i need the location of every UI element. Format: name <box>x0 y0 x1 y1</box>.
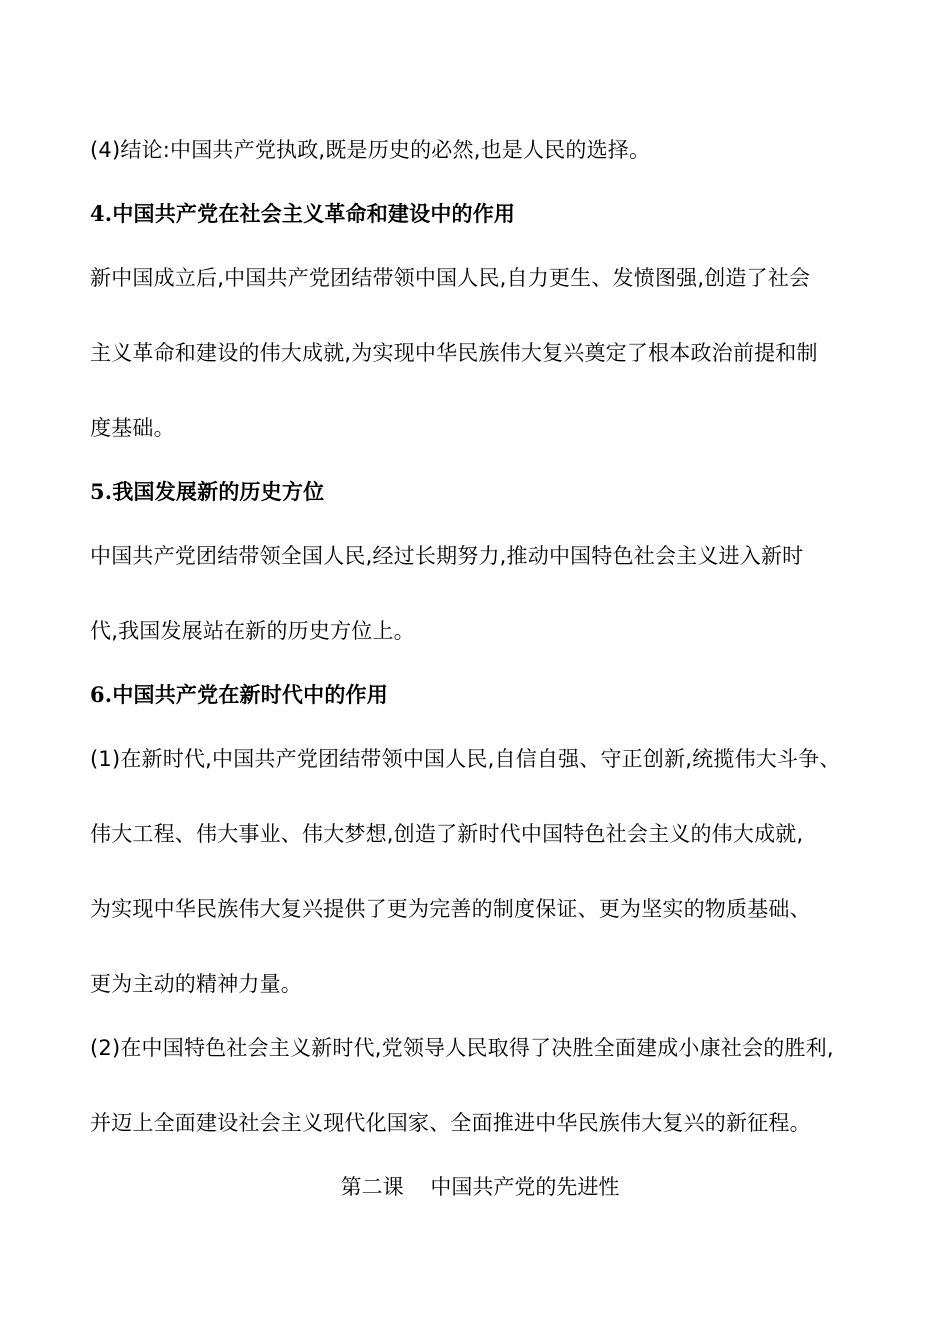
paragraph-conclusion: (4)结论:中国共产党执政,既是历史的必然,也是人民的选择。 <box>90 138 651 162</box>
paragraph-line: 代,我国发展站在新的历史方位上。 <box>90 619 415 643</box>
paragraph-line: 并迈上全面建设社会主义现代化国家、全面推进中华民族伟大复兴的新征程。 <box>90 1111 811 1135</box>
lesson-title: 第二课 中国共产党的先进性 <box>340 1175 620 1199</box>
paragraph-line: 为实现中华民族伟大复兴提供了更为完善的制度保证、更为坚实的物质基础、 <box>90 897 811 921</box>
paragraph-line: (1)在新时代,中国共产党团结带领中国人民,自信自强、守正创新,统揽伟大斗争、 <box>90 747 841 771</box>
paragraph-line: 伟大工程、伟大事业、伟大梦想,创造了新时代中国特色社会主义的伟大成就, <box>90 822 804 846</box>
paragraph-line: 新中国成立后,中国共产党团结带领中国人民,自力更生、发愤图强,创造了社会 <box>90 266 811 290</box>
paragraph-line: 更为主动的精神力量。 <box>90 972 302 996</box>
section-heading-4: 4.中国共产党在社会主义革命和建设中的作用 <box>90 201 516 226</box>
section-heading-5: 5.我国发展新的历史方位 <box>90 479 325 504</box>
section-heading-6: 6.中国共产党在新时代中的作用 <box>90 682 388 707</box>
paragraph-line: 度基础。 <box>90 416 175 440</box>
paragraph-line: 中国共产党团结带领全国人民,经过长期努力,推动中国特色社会主义进入新时 <box>90 544 804 568</box>
paragraph-line: (2)在中国特色社会主义新时代,党领导人民取得了决胜全面建成小康社会的胜利, <box>90 1036 834 1060</box>
paragraph-line: 主义革命和建设的伟大成就,为实现中华民族伟大复兴奠定了根本政治前提和制 <box>90 341 818 365</box>
